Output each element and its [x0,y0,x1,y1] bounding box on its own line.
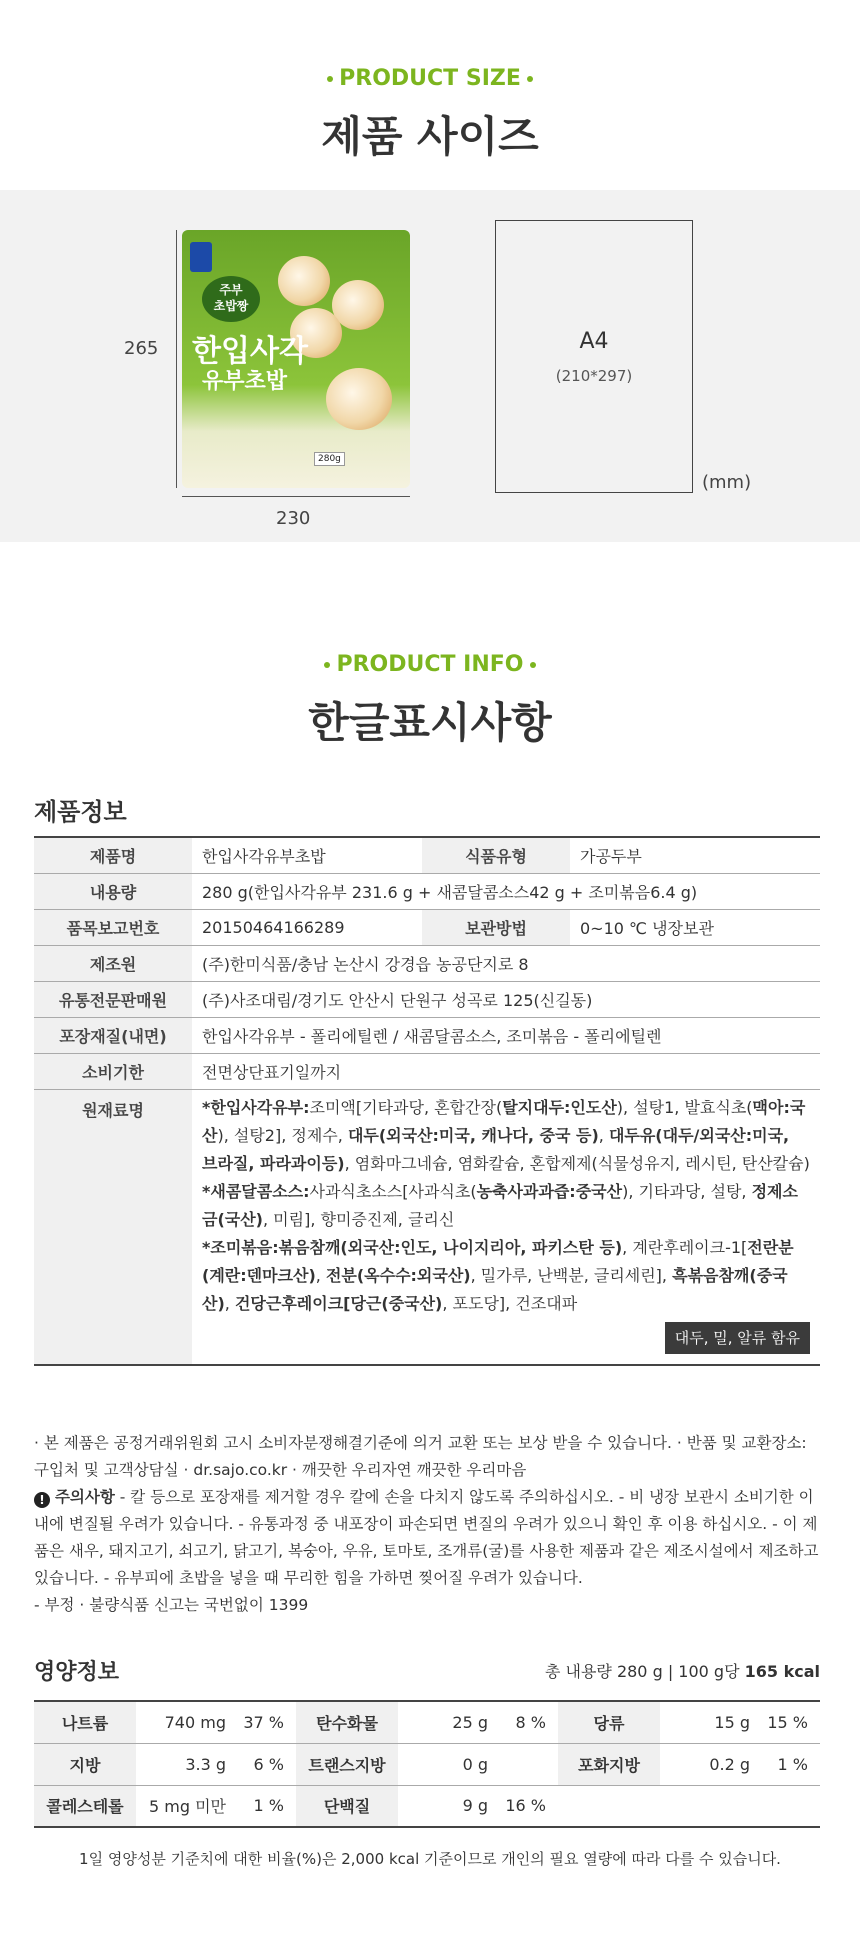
ingredients-paragraph: *조미볶음:볶음참깨(외국산:인도, 나이지리아, 파키스탄 등), 계란후레이크-1[전란분(계란:덴마크산), 전분(옥수수:외국산), 밀가루, 난백분, 글리세린], 흑볶음참깨(중국산), 건당근후레이크[당근(중국산), 포도당], 건조대파 [202,1237,794,1313]
info-key: 유통전문판매원 [34,981,192,1017]
caution-title: 주의사항 [54,1488,115,1506]
nutrient-percent: 16 % [494,1785,558,1827]
notes-line: - 부정 · 불량식품 신고는 국번없이 1399 [34,1596,309,1614]
info-value: 한입사각유부초밥 [202,846,326,866]
nutrient-name: 포화지방 [558,1743,660,1785]
nutrient-value: 0 g [398,1743,494,1785]
info-key: 포장재질(내면) [34,1017,192,1053]
table-row [34,1743,820,1785]
nutrient-value: 0.2 g [660,1743,756,1785]
nutrient-percent [494,1743,558,1785]
nutrient-name: 나트륨 [34,1701,136,1743]
nutrition-table [34,1700,820,1828]
empty-cell [558,1785,660,1827]
nutrient-percent: 6 % [232,1743,296,1785]
height-dimension-line [176,230,177,488]
a4-reference [495,220,693,493]
nutrition-summary: 총 내용량 280 g | 100 g당 165 kcal [544,1662,820,1681]
info-key: 보관방법 [422,909,570,945]
nutrient-value: 15 g [714,1712,750,1732]
product-package-image [182,230,410,488]
brand-logo-icon [190,242,212,272]
info-key: 내용량 [34,873,192,909]
nutrient-name: 트랜스지방 [296,1743,398,1785]
ingredients-paragraph: *한입사각유부:조미액[기타과당, 혼합간장(탈지대두:인도산), 설탕1, 발효식초(맥아:국산), 설탕2], 정제수, 대두(외국산:미국, 캐나다, 중국 등), 대두유(대두/외국산:미국, 브라질, 파라과이등), 염화마그네슘, 염화칼슘, 혼합제제(식물성유지, 레시틴, 탄산칼슘) [202,1097,810,1173]
width-label: 230 [276,508,311,529]
info-value: (주)한미식품/충남 논산시 강경읍 농공단지로 8 [192,945,820,981]
info-value: 가공두부 [580,846,642,866]
warning-icon: ! [34,1492,50,1508]
table-row [34,909,820,945]
nutrient-value: 5 mg 미만 [136,1785,232,1827]
nutrient-percent: 1 % [756,1743,820,1785]
nutrient-percent: 8 % [515,1712,546,1732]
nutrient-name: 콜레스테롤 [34,1785,136,1827]
info-key: 제조원 [34,945,192,981]
info-key: 제품명 [34,837,192,873]
info-key: 원재료명 [34,1089,192,1365]
info-value: 한입사각유부 - 폴리에틸렌 / 새콤달콤소스, 조미볶음 - 폴리에틸렌 [192,1017,820,1053]
info-value: 20150464166289 [192,909,422,945]
nutrient-percent: 37 % [243,1712,284,1732]
food-icon [326,368,392,430]
info-value: 280 g(한입사각유부 231.6 g + 새콤달콤소스42 g + 조미볶음6.4 g) [192,873,820,909]
nutrient-percent: 15 % [767,1712,808,1732]
info-value: 전면상단표기일까지 [192,1053,820,1089]
width-dimension-line [182,496,410,497]
info-title: 한글표시사항 [308,698,552,747]
product-info-heading: 제품정보 [34,798,127,826]
ingredients-value [192,1089,820,1365]
nutrient-name: 당류 [558,1701,660,1743]
package-badge: 주부 초밥짱 [202,276,260,322]
size-band [0,190,860,542]
notes-line: · 본 제품은 공정거래위원회 고시 소비자분쟁해결기준에 의거 교환 또는 보상 받을 수 있습니다. · 반품 및 교환장소:구입처 및 고객상담실 · dr.sajo.co.kr · 깨끗한 우리자연 깨끗한 우리마음 [34,1434,807,1479]
allergy-badge: 대두, 밀, 알류 함유 [665,1322,810,1354]
product-info-table [34,836,820,1366]
info-key: 품목보고번호 [34,909,192,945]
nutrient-value: 740 mg [164,1712,226,1732]
a4-label: A4 [579,329,609,354]
nutrient-value: 3.3 g [136,1743,232,1785]
info-key: 식품유형 [422,837,570,873]
table-row [34,1089,820,1365]
notes-block [34,1430,820,1619]
size-title: 제품 사이즈 [321,112,539,161]
caution-text: - 칼 등으로 포장재를 제거할 경우 칼에 손을 다치지 않도록 주의하십시오. - 비 냉장 보관시 소비기한 이내에 변질될 우려가 있습니다. - 유통과정 중 내포장이 파손되면 변질의 우려가 있으니 확인 후 이용 하십시오. - 이 제품은 새우, 돼지고기, 쇠고기, 닭고기, 복숭아, 우유, 토마토, 조개류(굴)를 사용한 제품과 같은 제조시설에서 제조하고 있습니다. - 유부피에 초밥을 넣을 때 무리한 힘을 가하면 찢어질 우려가 있습니다. [34,1488,819,1587]
nutrient-name: 탄수화물 [296,1701,398,1743]
table-row [34,1017,820,1053]
ingredients-paragraph: *새콤달콤소스:사과식초소스[사과식초(농축사과과즙:중국산), 기타과당, 설탕, 정제소금(국산), 미림], 향미증진제, 글리신 [202,1181,798,1229]
nutrition-title: 영양정보 [34,1660,120,1685]
package-subtitle: 유부초밥 [202,369,288,394]
height-label: 265 [124,338,159,359]
table-row [34,945,820,981]
a4-dims: (210*297) [555,367,633,385]
table-row [34,1053,820,1089]
table-row [34,873,820,909]
package-weight: 280g [314,452,345,466]
table-row [34,1785,820,1827]
nutrient-name: 지방 [34,1743,136,1785]
size-eyebrow: PRODUCT SIZE [0,66,860,91]
info-eyebrow: PRODUCT INFO [0,652,860,677]
empty-cell [756,1785,820,1827]
table-row [34,837,820,873]
empty-cell [660,1785,756,1827]
nutrient-percent: 1 % [232,1785,296,1827]
caution-paragraph [34,1484,820,1592]
table-row [34,981,820,1017]
package-title: 한입사각 [192,334,308,369]
info-value: (주)사조대림/경기도 안산시 단원구 성곡로 125(신길동) [192,981,820,1017]
nutrient-name: 단백질 [296,1785,398,1827]
nutrient-value: 25 g [452,1712,488,1732]
nutrient-value: 9 g [398,1785,494,1827]
info-value: 0~10 ℃ 냉장보관 [570,909,820,945]
nutrition-footnote: 1일 영양성분 기준치에 대한 비율(%)은 2,000 kcal 기준이므로 개인의 필요 열량에 따라 다를 수 있습니다. [79,1850,781,1868]
food-icon [278,256,330,306]
nutrition-header [34,1655,820,1686]
unit-label: (mm) [702,472,752,493]
table-row [34,1701,820,1743]
info-key: 소비기한 [34,1053,192,1089]
